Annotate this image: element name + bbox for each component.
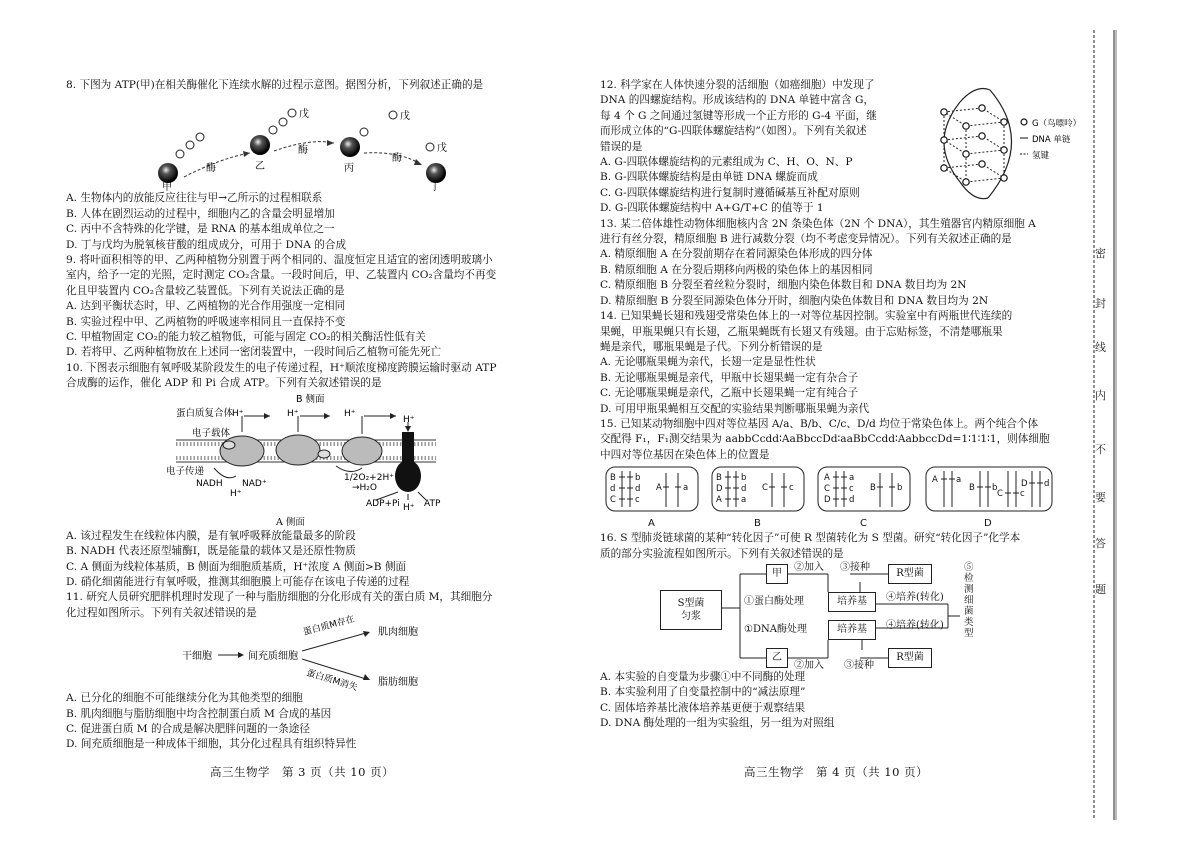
oxygen-label: 1/2O₂+2H⁺ (344, 472, 394, 483)
q14-option-a: A. 无论哪瓶果蝇为亲代，长翅一定是显性性状 (600, 356, 816, 369)
option-letter-a: A (648, 518, 655, 530)
g-quadruplex-figure (924, 82, 1082, 206)
gene-label: D (824, 495, 831, 506)
gene-label: B (610, 473, 616, 484)
q10-electron-transport-figure (66, 392, 552, 516)
binding-char: 线 (1095, 341, 1106, 354)
phosphate-circle (176, 150, 184, 158)
question-8 (66, 78, 552, 253)
q10-diagram (66, 392, 552, 516)
jia-box: 甲 (766, 564, 788, 584)
culture-label-top: ④培养(转化) (886, 591, 944, 603)
legend-hydrogen-bond: 氢键 (1032, 151, 1050, 161)
guanine-node (1001, 147, 1007, 153)
q11-differentiation-figure (66, 614, 552, 694)
q11-option-a: A. 已分化的细胞不可能继续分化为其他类型的细胞 (66, 692, 303, 705)
yi-box: 乙 (766, 648, 788, 668)
option-letter-c: C (860, 518, 867, 530)
q16-stem-line: 质的部分实验流程如图所示。下列有关叙述错误的是 (600, 547, 844, 560)
gene-label: c (1020, 489, 1025, 500)
side-a-label: A 侧面 (276, 516, 305, 528)
label-enzyme: 酶 (298, 145, 308, 157)
gene-label: c (849, 484, 854, 495)
medium-box-bottom: 培养基 (828, 620, 876, 640)
adenosine-ball (426, 163, 446, 183)
detect-label: ⑤检测细菌类型 (964, 561, 974, 639)
q10-option-c: C. A 侧面为线粒体基质，B 侧面为细胞质基质，H⁺浓度 A 侧面>B 侧面 (66, 560, 407, 573)
question-12 (600, 78, 1082, 217)
gene-label: b (897, 483, 903, 494)
q9-stem-line: 9. 将叶面积相等的甲、乙两种植物分别置于两个相同的、温度恒定且适宜的密闭透明玻璃小 (66, 254, 493, 267)
s-strain-homogenate-box (660, 590, 722, 630)
q8-option-b: B. 人体在剧烈运动的过程中，细胞内乙的含量会明显增加 (66, 207, 335, 220)
q13-stem-line: 13. 某二倍体雄性动物体细胞核内含 2N 条染色体（2N 个 DNA），其生殖器官内精原细胞 A (600, 217, 1036, 230)
electron-carrier (318, 450, 330, 458)
phosphate-circle (186, 141, 194, 149)
gene-label: B (870, 483, 876, 494)
gene-label: c (635, 495, 640, 506)
q16-flowchart (600, 562, 1070, 670)
label-jia: 甲 (162, 182, 172, 194)
label-wu: 戊 (299, 109, 309, 121)
question-14 (600, 309, 1070, 417)
inoculate-label-bottom: ③接种 (844, 659, 874, 671)
electron-carrier (223, 441, 235, 449)
guanine-node (979, 105, 985, 111)
inoculate-label-top: ③接种 (840, 561, 870, 573)
hplus-label: H⁺ (232, 408, 244, 419)
guanine-node (941, 137, 947, 143)
option-letter-b: B (754, 518, 761, 530)
q11-stem-line: 化过程如图所示。下列有关叙述错误的是 (66, 606, 257, 619)
question-11 (66, 590, 552, 752)
q12-option-c: C. G-四联体螺旋结构进行复制时遵循碱基互补配对原则 (600, 186, 860, 199)
gene-label: C (824, 484, 830, 495)
gene-label: d (1044, 479, 1050, 490)
q14-stem-line: 14. 已知果蝇长翅和残翅受常染色体上的一对等位基因控制。实验室中有两瓶世代连续的 (600, 310, 1013, 323)
binding-char: 答 (1095, 537, 1106, 550)
phosphate-circle (426, 143, 434, 151)
s-strain-label: S型菌 (677, 597, 705, 609)
q9-option-c: C. 甲植物固定 CO₂的能力较乙植物低，可能与固定 CO₂的相关酶活性低有关 (66, 331, 426, 344)
label-enzyme: 酶 (392, 153, 402, 165)
guanine-node (1001, 119, 1007, 125)
q10-stem-line: 10. 下图表示细胞有氧呼吸某阶段发生的电子传递过程，H⁺顺浓度梯度跨膜运输时驱动 ATP (66, 361, 497, 374)
binding-char: 题 (1095, 583, 1106, 596)
q11-diagram (66, 614, 552, 694)
medium-box-top: 培养基 (828, 592, 876, 612)
carrier-label: 电子载体 (192, 427, 231, 439)
gene-label: A (656, 483, 662, 494)
gene-label: A (932, 475, 938, 486)
q16-option-b: B. 本实验利用了自变量控制中的“减法原理” (600, 686, 806, 699)
phosphate-circle (389, 111, 397, 119)
guanine-node (979, 161, 985, 167)
label-wu: 戊 (400, 111, 410, 123)
q8-option-d: D. 丁与戊均为脱氧核苷酸的组成成分，可用于 DNA 的合成 (66, 238, 347, 251)
question-10 (66, 361, 552, 590)
label-yi: 乙 (255, 161, 265, 173)
q15-stem-line: 中四对等位基因在染色体上的位置是 (600, 448, 770, 461)
binding-char: 密 (1095, 247, 1106, 260)
stem-cell-label: 干细胞 (182, 651, 212, 663)
question-16 (600, 531, 1070, 731)
q11-option-b: B. 肌肉细胞与脂肪细胞中均含控制蛋白质 M 合成的基因 (66, 707, 332, 720)
question-13 (600, 217, 1070, 309)
binding-char: 内 (1095, 389, 1106, 402)
r-strain-box-bottom: R型菌 (888, 648, 932, 668)
cell-option-d (926, 467, 1052, 511)
gene-label: a (741, 495, 747, 506)
gene-label: c (789, 483, 794, 494)
right-column (600, 78, 1082, 732)
q12-option-d: D. G-四联体螺旋结构中 A+G/T+C 的值等于 1 (600, 202, 824, 215)
q13-option-b: B. 精原细胞 A 在分裂后期移向两极的染色体上的基因相同 (600, 263, 873, 276)
gene-label: d (741, 484, 747, 495)
water-label: →H₂O (352, 482, 378, 493)
q14-option-d: D. 可用甲瓶果蝇相互交配的实验结果判断哪瓶果蝇为亲代 (600, 402, 870, 415)
phosphate-circle (196, 133, 204, 141)
r-strain-box-top: R型菌 (888, 564, 932, 584)
hplus-label: H⁺ (287, 408, 299, 419)
nad-label: NAD⁺ (242, 478, 267, 489)
q12-stem-line: 而形成立体的“G-四联体螺旋结构”（如图）。下列有关叙述 (600, 125, 867, 138)
gene-label: a (849, 473, 855, 484)
q8-stem: 8. 下图为 ATP(甲)在相关酶催化下连续水解的过程示意图。据图分析，下列叙述正确的是 (66, 79, 484, 91)
gene-label: D (1021, 479, 1028, 490)
adp-label: ADP+Pi (366, 498, 400, 509)
guanine-node (1001, 175, 1007, 181)
q15-stem-line: 15. 已知某动物细胞中四对等位基因 A/a、B/b、C/c、D/d 均位于常染色体上。两个纯合个体 (600, 417, 1039, 430)
question-15 (600, 417, 1070, 531)
page-footer-left: 高三生物学 第 3 页（共 10 页） (210, 765, 395, 779)
binding-margin-lines (1086, 30, 1146, 820)
hplus-label: H⁺ (230, 488, 242, 499)
q13-option-d: D. 精原细胞 B 分裂至同源染色体分开时，细胞内染色体数目和 DNA 数目均为 2N (600, 294, 989, 307)
gene-label: d (849, 495, 855, 506)
legend-guanine: G（鸟嘌呤） (1032, 119, 1082, 129)
q16-option-c: C. 固体培养基比液体培养基更便于观察结果 (600, 701, 806, 714)
add-label-bottom: ②加入 (794, 659, 824, 671)
fat-cell-label: 脂肪细胞 (378, 677, 418, 689)
q12-stem-line: DNA 的四螺旋结构。形成该结构的 DNA 单链中富含 G， (600, 94, 875, 107)
atp-synthase-head (395, 460, 421, 492)
gene-label: C (610, 495, 616, 506)
hplus-label: H⁺ (403, 502, 415, 513)
gene-label: b (992, 483, 998, 494)
gene-label: B (969, 483, 975, 494)
transfer-label: 电子传递 (166, 465, 205, 477)
q8-atp-hydrolysis-figure (66, 93, 552, 194)
m-present-label: 蛋白质M存在 (302, 614, 356, 639)
label-bing: 丙 (344, 163, 354, 175)
q10-stem-line: 合成酶的运作，催化 ADP 和 Pi 合成 ATP。下列有关叙述错误的是 (66, 377, 382, 390)
q13-stem-line: 进行有丝分裂，精原细胞 B 进行减数分裂（均不考虑变异情况）。下列有关叙述正确的是 (600, 233, 1012, 246)
nadh-label: NADH (196, 478, 223, 489)
q12-option-b: B. G-四联体螺旋结构是由单链 DNA 螺旋而成 (600, 171, 818, 184)
q11-option-d: D. 间充质细胞是一种成体干细胞，其分化过程具有组织特异性 (66, 738, 357, 751)
gene-label: A (716, 495, 722, 506)
atp-label: ATP (424, 498, 441, 509)
protein-complex (220, 436, 264, 466)
q11-stem-line: 11. 研究人员研究肥胖机理时发现了一种与脂肪细胞的分化形成有关的蛋白质 M，其细胞分 (66, 591, 493, 604)
q16-option-a: A. 本实验的自变量为步骤①中不同酶的处理 (600, 670, 806, 683)
gene-label: C (762, 483, 768, 494)
q9-option-d: D. 若将甲、乙两种植物放在上述同一密闭装置中，一段时间后乙植物可能先死亡 (66, 346, 442, 359)
label-enzyme: 酶 (206, 163, 216, 175)
q10-option-a: A. 该过程发生在线粒体内膜，是有氧呼吸释放能量最多的阶段 (66, 529, 356, 542)
guanine-node (963, 151, 969, 157)
option-letter-d: D (984, 518, 992, 530)
culture-label-bottom: ④培养(转化) (886, 619, 944, 631)
gene-label: D (716, 484, 723, 495)
q15-stem-line: 交配得 F₁，F₁测交结果为 aabbCcdd∶AaBbccDd∶aaBbCcdd∶AabbccDd=1∶1∶1∶1，则体细胞 (600, 433, 1050, 446)
gene-label: C (997, 489, 1003, 500)
q8-diagram (66, 93, 552, 194)
q9-stem-line: 化且甲装置内 CO₂含量较乙装置低。下列有关说法正确的是 (66, 284, 345, 297)
phosphate-circle (279, 118, 287, 126)
add-label-top: ②加入 (794, 561, 824, 573)
guanine-node (941, 109, 947, 115)
q12-stem-line: 错误的是 (600, 140, 643, 153)
q8-option-c: C. 丙中不含特殊的化学键，是 RNA 的基本组成单位之一 (66, 223, 335, 236)
phosphate-circle (360, 128, 368, 136)
q14-stem-line: 果蝇，甲瓶果蝇只有长翅，乙瓶果蝇既有长翅又有残翅。由于忘贴标签，不清楚哪瓶果 (600, 325, 1003, 338)
adp-ball (250, 135, 270, 155)
q9-stem-line: 室内，给予一定的光照，定时测定 CO₂含量。一段时间后，甲、乙装置内 CO₂含量均不再变 (66, 269, 497, 282)
phosphate-circle (269, 126, 277, 134)
gene-label: B (716, 473, 722, 484)
q14-stem-line: 蝇是亲代，哪瓶果蝇是子代。下列分析错误的是 (600, 340, 823, 353)
dnase-label: ①DNA酶处理 (744, 623, 807, 635)
m-absent-label: 蛋白质M消失 (305, 668, 359, 694)
amp-ball (340, 137, 360, 157)
muscle-cell-label: 肌肉细胞 (378, 627, 418, 639)
homogenate-label: 匀浆 (681, 610, 701, 622)
binding-char: 不 (1095, 443, 1106, 456)
protein-complex (342, 437, 382, 465)
hplus-label: H⁺ (403, 414, 415, 425)
q11-option-c: C. 促进蛋白质 M 的合成是解决肥胖问题的一条途径 (66, 722, 310, 735)
q12-stem-line: 12. 科学家在人体快速分裂的活细胞（如癌细胞）中发现了 (600, 79, 875, 91)
q14-option-c: C. 无论哪瓶果蝇是亲代，乙瓶中长翅果蝇一定有纯合子 (600, 387, 859, 400)
page-footer-right: 高三生物学 第 4 页（共 10 页） (744, 765, 929, 779)
q12-option-a: A. G-四联体螺旋结构的元素组成为 C、H、O、N、P (600, 156, 853, 169)
left-column (66, 78, 552, 753)
gene-label: d (635, 484, 641, 495)
guanine-node (963, 123, 969, 129)
atp-ball (158, 163, 178, 183)
gene-label: a (683, 483, 689, 494)
question-9 (66, 253, 552, 361)
q12-stem-line: 每 4 个 G 之间通过氢键等形成一个正方形的 G-4 平面，继 (600, 109, 877, 122)
q14-option-b: B. 无论哪瓶果蝇是亲代，甲瓶中长翅果蝇一定有杂合子 (600, 371, 859, 384)
protease-label: ①蛋白酶处理 (744, 595, 804, 607)
gene-label: A (824, 473, 830, 484)
protein-complex (276, 435, 320, 465)
gene-label: d (610, 484, 616, 495)
q8-option-a: A. 生物体内的放能反应往往与甲→乙所示的过程相联系 (66, 192, 323, 205)
label-wu: 戊 (437, 143, 447, 155)
q10-option-b: B. NADH 代表还原型辅酶Ⅰ，既是能量的载体又是还原性物质 (66, 545, 356, 558)
q9-option-b: B. 实验过程中甲、乙两植物的呼吸速率相同且一直保持不变 (66, 315, 346, 328)
legend-dna-strand: DNA 单链 (1032, 135, 1071, 145)
gene-label: b (741, 473, 747, 484)
binding-char: 封 (1095, 297, 1106, 310)
label-ding: 丁 (430, 182, 440, 194)
q16-option-d: D. DNA 酶处理的一组为实验组，另一组为对照组 (600, 717, 835, 730)
q13-option-a: A. 精原细胞 A 在分裂前期存在着同源染色体形成的四分体 (600, 248, 873, 261)
q9-option-a: A. 达到平衡状态时，甲、乙两植物的光合作用强度一定相同 (66, 300, 346, 313)
phosphate-circle (288, 109, 296, 117)
atp-synthase-stalk (402, 432, 414, 462)
q10-option-d: D. 硝化细菌能进行有氧呼吸，推测其细胞膜上可能存在该电子传递的过程 (66, 575, 410, 588)
side-b-label: B 侧面 (296, 393, 325, 405)
gene-label: a (956, 475, 962, 486)
guanine-node (979, 133, 985, 139)
gene-label: b (635, 473, 641, 484)
guanine-node (963, 179, 969, 185)
guanine-node (941, 165, 947, 171)
q13-option-c: C. 精原细胞 B 分裂至着丝粒分裂时，细胞内染色体数目和 DNA 数目均为 2N (600, 279, 967, 292)
complex-label: 蛋白质复合体 (176, 407, 234, 419)
q15-chromosome-options (600, 463, 1070, 531)
hplus-label: H⁺ (344, 408, 356, 419)
mesenchymal-label: 间充质细胞 (248, 651, 298, 663)
binding-char: 要 (1095, 491, 1106, 504)
q16-stem-line: 16. S 型肺炎链球菌的某种“转化因子”可使 R 型菌转化为 S 型菌。研究“转化因子”化学本 (600, 532, 1021, 545)
